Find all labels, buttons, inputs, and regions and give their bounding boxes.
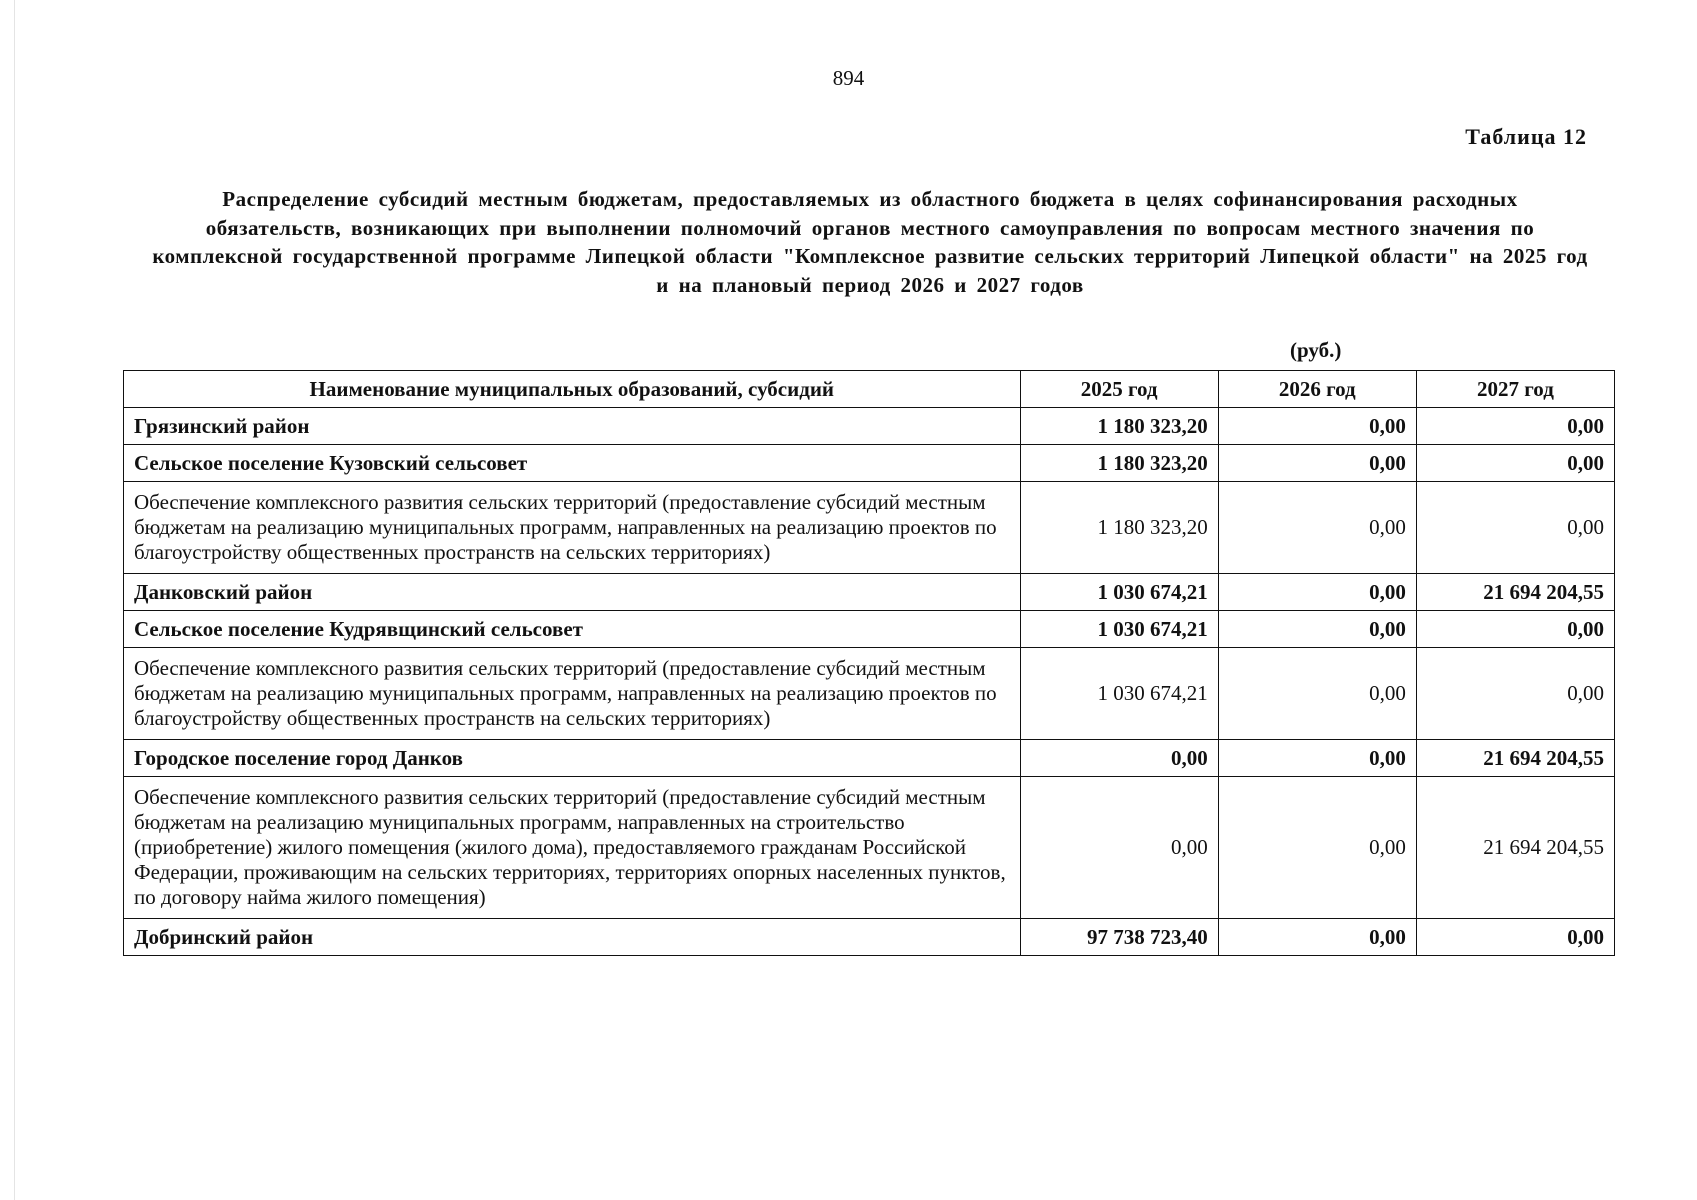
- row-2025: 1 180 323,20: [1020, 408, 1218, 445]
- row-name: Сельское поселение Кузовский сельсовет: [124, 445, 1021, 482]
- table-row: [124, 611, 1615, 648]
- row-name: Городское поселение город Данков: [124, 740, 1021, 777]
- table-row: [124, 445, 1615, 482]
- header-2026: 2026 год: [1218, 371, 1416, 408]
- row-name: Данковский район: [124, 574, 1021, 611]
- row-2025: 1 030 674,21: [1020, 648, 1218, 740]
- row-2026: 0,00: [1218, 574, 1416, 611]
- page-edge-line: [14, 0, 15, 1200]
- row-2027: 0,00: [1416, 482, 1614, 574]
- table-number: Таблица 12: [1465, 124, 1587, 149]
- row-name: Грязинский район: [124, 408, 1021, 445]
- row-2025: 97 738 723,40: [1020, 919, 1218, 956]
- table-row: [124, 408, 1615, 445]
- header-name: Наименование муниципальных образований, субсидий: [124, 371, 1021, 408]
- table-row: [124, 648, 1615, 740]
- row-2027: 21 694 204,55: [1416, 777, 1614, 919]
- row-name: Сельское поселение Кудрявщинский сельсовет: [124, 611, 1021, 648]
- row-2026: 0,00: [1218, 777, 1416, 919]
- table-header-row: [124, 371, 1615, 408]
- row-2026: 0,00: [1218, 611, 1416, 648]
- row-2027: 21 694 204,55: [1416, 574, 1614, 611]
- row-2027: 0,00: [1416, 611, 1614, 648]
- table-row: [124, 740, 1615, 777]
- header-2027: 2027 год: [1416, 371, 1614, 408]
- row-name: Обеспечение комплексного развития сельских территорий (предоставление субсидий местным бюджетам на реализацию муниципальных программ, направленных на реализацию проектов по благоустройству общественных пространств на сельских территориях): [124, 482, 1021, 574]
- row-2027: 0,00: [1416, 919, 1614, 956]
- row-2025: 0,00: [1020, 740, 1218, 777]
- header-2025: 2025 год: [1020, 371, 1218, 408]
- row-2026: 0,00: [1218, 740, 1416, 777]
- row-2027: 0,00: [1416, 445, 1614, 482]
- row-2025: 1 180 323,20: [1020, 445, 1218, 482]
- row-2025: 0,00: [1020, 777, 1218, 919]
- row-2025: 1 030 674,21: [1020, 611, 1218, 648]
- table-row: [124, 919, 1615, 956]
- table-row: [124, 482, 1615, 574]
- row-2026: 0,00: [1218, 445, 1416, 482]
- row-2027: 0,00: [1416, 648, 1614, 740]
- row-2027: 0,00: [1416, 408, 1614, 445]
- row-2026: 0,00: [1218, 919, 1416, 956]
- row-name: Добринский район: [124, 919, 1021, 956]
- row-2025: 1 180 323,20: [1020, 482, 1218, 574]
- row-name: Обеспечение комплексного развития сельских территорий (предоставление субсидий местным бюджетам на реализацию муниципальных программ, направленных на реализацию проектов по благоустройству общественных пространств на сельских территориях): [124, 648, 1021, 740]
- table-row: [124, 574, 1615, 611]
- row-2026: 0,00: [1218, 648, 1416, 740]
- units-label: (руб.): [1290, 338, 1342, 362]
- page-number: 894: [832, 66, 865, 90]
- row-name: Обеспечение комплексного развития сельских территорий (предоставление субсидий местным бюджетам на реализацию муниципальных программ, направленных на строительство (приобретение) жилого помещения (жилого дома), предоставляемого гражданам Российской Федерации, проживающим на сельских территориях, территориях опорных населенных пунктов, по договору найма жилого помещения): [124, 777, 1021, 919]
- table-row: [124, 777, 1615, 919]
- row-2027: 21 694 204,55: [1416, 740, 1614, 777]
- document-title: Распределение субсидий местным бюджетам, предоставляемых из областного бюджета в целях софинансирования расходных обязательств, возникающих при выполнении полномочий органов местного самоуправления по вопросам местного значения по комплексной государственной программе Липецкой области "Комплексное развитие сельских территорий Липецкой области" на 2025 год и на плановый период 2026 и 2027 годов: [152, 187, 1588, 297]
- row-2026: 0,00: [1218, 408, 1416, 445]
- subsidy-table: [123, 370, 1615, 956]
- row-2026: 0,00: [1218, 482, 1416, 574]
- row-2025: 1 030 674,21: [1020, 574, 1218, 611]
